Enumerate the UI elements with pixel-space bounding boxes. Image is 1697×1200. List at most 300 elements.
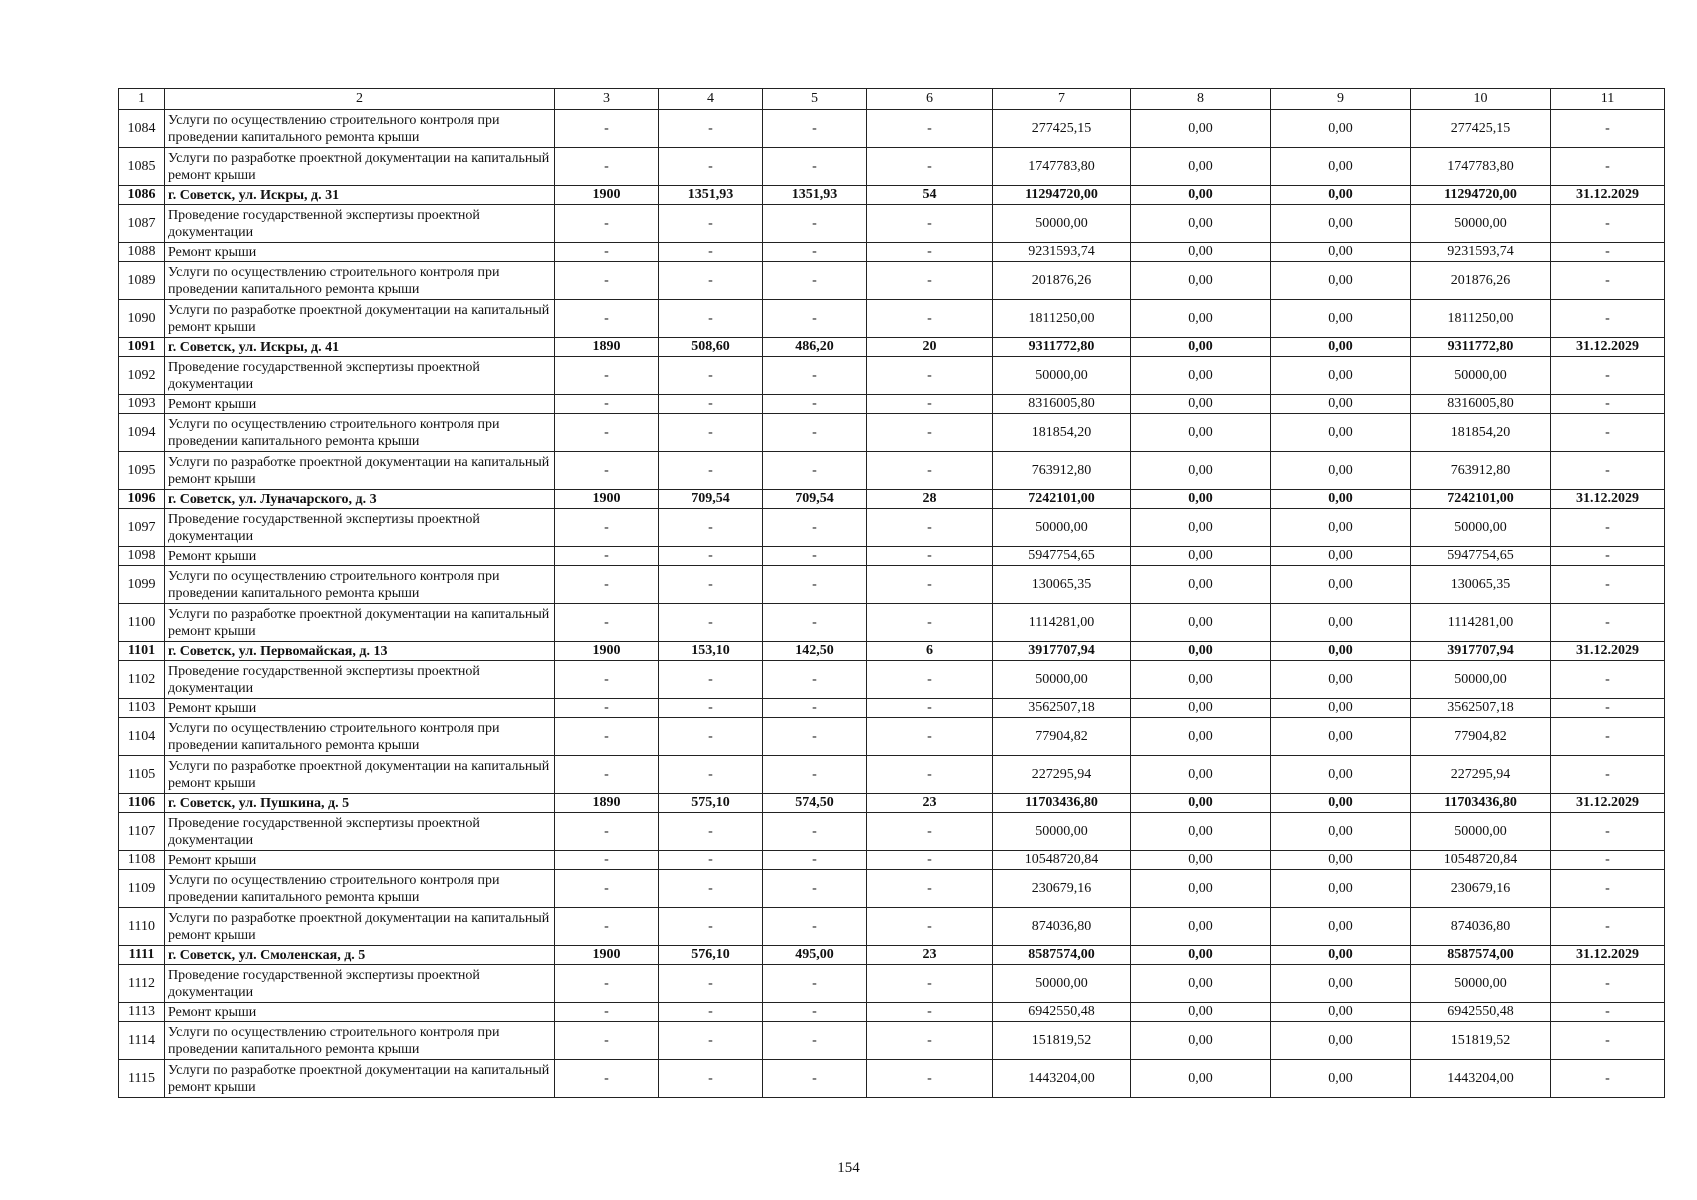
address-row <box>119 490 1665 509</box>
col9-cell: 0,00 <box>1271 300 1411 338</box>
col7-cell: 1114281,00 <box>993 604 1131 642</box>
col8-cell: 0,00 <box>1131 642 1271 661</box>
col10-cell: 277425,15 <box>1411 110 1551 148</box>
row-number-cell: 1086 <box>119 186 165 205</box>
col3-cell: - <box>555 148 659 186</box>
col8-cell: 0,00 <box>1131 1003 1271 1022</box>
col6-cell: - <box>867 262 993 300</box>
item-name-cell: Услуги по разработке проектной документации на капитальный ремонт крыши <box>165 148 555 186</box>
col6-cell: - <box>867 452 993 490</box>
col10-cell: 50000,00 <box>1411 205 1551 243</box>
table-row <box>119 243 1665 262</box>
col3-cell: 1900 <box>555 186 659 205</box>
col11-cell: - <box>1551 965 1665 1003</box>
col6-cell: - <box>867 300 993 338</box>
col9-cell: 0,00 <box>1271 148 1411 186</box>
col7-cell: 50000,00 <box>993 965 1131 1003</box>
col6-cell: - <box>867 661 993 699</box>
table-row <box>119 395 1665 414</box>
header-cell: 1 <box>119 89 165 110</box>
table-row <box>119 661 1665 699</box>
item-name-cell: Ремонт крыши <box>165 243 555 262</box>
table-row <box>119 1060 1665 1098</box>
col6-cell: - <box>867 965 993 1003</box>
col4-cell: - <box>659 148 763 186</box>
row-number-cell: 1098 <box>119 547 165 566</box>
col5-cell: - <box>763 756 867 794</box>
col8-cell: 0,00 <box>1131 851 1271 870</box>
row-number-cell: 1096 <box>119 490 165 509</box>
col6-cell: - <box>867 110 993 148</box>
col8-cell: 0,00 <box>1131 1060 1271 1098</box>
col9-cell: 0,00 <box>1271 243 1411 262</box>
col5-cell: - <box>763 566 867 604</box>
col3-cell: - <box>555 566 659 604</box>
col8-cell: 0,00 <box>1131 110 1271 148</box>
col10-cell: 1811250,00 <box>1411 300 1551 338</box>
col6-cell: - <box>867 1060 993 1098</box>
col4-cell: - <box>659 509 763 547</box>
address-row <box>119 946 1665 965</box>
col11-cell: - <box>1551 661 1665 699</box>
col8-cell: 0,00 <box>1131 547 1271 566</box>
col8-cell: 0,00 <box>1131 300 1271 338</box>
col3-cell: - <box>555 851 659 870</box>
col4-cell: - <box>659 395 763 414</box>
col10-cell: 763912,80 <box>1411 452 1551 490</box>
col10-cell: 874036,80 <box>1411 908 1551 946</box>
col4-cell: - <box>659 300 763 338</box>
col3-cell: - <box>555 414 659 452</box>
col5-cell: 486,20 <box>763 338 867 357</box>
row-number-cell: 1107 <box>119 813 165 851</box>
item-name-cell: г. Советск, ул. Первомайская, д. 13 <box>165 642 555 661</box>
col4-cell: - <box>659 699 763 718</box>
col11-cell: - <box>1551 813 1665 851</box>
col8-cell: 0,00 <box>1131 566 1271 604</box>
table-row <box>119 604 1665 642</box>
col6-cell: - <box>867 870 993 908</box>
col5-cell: - <box>763 452 867 490</box>
col11-cell: - <box>1551 395 1665 414</box>
table-row <box>119 452 1665 490</box>
col10-cell: 151819,52 <box>1411 1022 1551 1060</box>
col10-cell: 227295,94 <box>1411 756 1551 794</box>
col3-cell: - <box>555 699 659 718</box>
item-name-cell: Услуги по разработке проектной документации на капитальный ремонт крыши <box>165 300 555 338</box>
col10-cell: 5947754,65 <box>1411 547 1551 566</box>
col3-cell: - <box>555 870 659 908</box>
col10-cell: 201876,26 <box>1411 262 1551 300</box>
address-row <box>119 642 1665 661</box>
col6-cell: - <box>867 148 993 186</box>
table-row <box>119 414 1665 452</box>
col5-cell: - <box>763 699 867 718</box>
col9-cell: 0,00 <box>1271 414 1411 452</box>
col11-cell: 31.12.2029 <box>1551 794 1665 813</box>
col9-cell: 0,00 <box>1271 1022 1411 1060</box>
col8-cell: 0,00 <box>1131 338 1271 357</box>
col5-cell: - <box>763 509 867 547</box>
col3-cell: - <box>555 262 659 300</box>
row-number-cell: 1111 <box>119 946 165 965</box>
col5-cell: 574,50 <box>763 794 867 813</box>
col9-cell: 0,00 <box>1271 851 1411 870</box>
col6-cell: - <box>867 395 993 414</box>
col11-cell: - <box>1551 1060 1665 1098</box>
col5-cell: - <box>763 661 867 699</box>
col11-cell: - <box>1551 908 1665 946</box>
table-row <box>119 547 1665 566</box>
col6-cell: - <box>867 1022 993 1060</box>
col8-cell: 0,00 <box>1131 186 1271 205</box>
col11-cell: - <box>1551 870 1665 908</box>
col11-cell: - <box>1551 566 1665 604</box>
col8-cell: 0,00 <box>1131 205 1271 243</box>
col8-cell: 0,00 <box>1131 604 1271 642</box>
col10-cell: 50000,00 <box>1411 661 1551 699</box>
col11-cell: - <box>1551 148 1665 186</box>
col9-cell: 0,00 <box>1271 661 1411 699</box>
row-number-cell: 1103 <box>119 699 165 718</box>
col7-cell: 10548720,84 <box>993 851 1131 870</box>
col3-cell: - <box>555 1060 659 1098</box>
item-name-cell: Услуги по разработке проектной документации на капитальный ремонт крыши <box>165 604 555 642</box>
col6-cell: - <box>867 357 993 395</box>
col9-cell: 0,00 <box>1271 1060 1411 1098</box>
row-number-cell: 1108 <box>119 851 165 870</box>
item-name-cell: Услуги по разработке проектной документации на капитальный ремонт крыши <box>165 908 555 946</box>
col9-cell: 0,00 <box>1271 357 1411 395</box>
col11-cell: 31.12.2029 <box>1551 642 1665 661</box>
item-name-cell: Услуги по осуществлению строительного контроля при проведении капитального ремонта крыши <box>165 718 555 756</box>
col10-cell: 9311772,80 <box>1411 338 1551 357</box>
col3-cell: - <box>555 813 659 851</box>
col7-cell: 8587574,00 <box>993 946 1131 965</box>
col9-cell: 0,00 <box>1271 946 1411 965</box>
col4-cell: - <box>659 205 763 243</box>
col3-cell: 1890 <box>555 338 659 357</box>
header-cell: 8 <box>1131 89 1271 110</box>
header-cell: 10 <box>1411 89 1551 110</box>
item-name-cell: Проведение государственной экспертизы проектной документации <box>165 357 555 395</box>
row-number-cell: 1110 <box>119 908 165 946</box>
col4-cell: - <box>659 1022 763 1060</box>
row-number-cell: 1094 <box>119 414 165 452</box>
table-row <box>119 813 1665 851</box>
row-number-cell: 1112 <box>119 965 165 1003</box>
col7-cell: 77904,82 <box>993 718 1131 756</box>
table-row <box>119 870 1665 908</box>
col11-cell: 31.12.2029 <box>1551 490 1665 509</box>
col6-cell: - <box>867 566 993 604</box>
col8-cell: 0,00 <box>1131 509 1271 547</box>
col11-cell: - <box>1551 262 1665 300</box>
col7-cell: 8316005,80 <box>993 395 1131 414</box>
table-row <box>119 851 1665 870</box>
col7-cell: 1747783,80 <box>993 148 1131 186</box>
col7-cell: 50000,00 <box>993 357 1131 395</box>
col7-cell: 227295,94 <box>993 756 1131 794</box>
item-name-cell: Проведение государственной экспертизы проектной документации <box>165 661 555 699</box>
col6-cell: - <box>867 509 993 547</box>
table-row <box>119 756 1665 794</box>
col3-cell: 1900 <box>555 946 659 965</box>
col10-cell: 230679,16 <box>1411 870 1551 908</box>
row-number-cell: 1093 <box>119 395 165 414</box>
col4-cell: - <box>659 851 763 870</box>
col9-cell: 0,00 <box>1271 908 1411 946</box>
col9-cell: 0,00 <box>1271 756 1411 794</box>
col11-cell: - <box>1551 547 1665 566</box>
table-row <box>119 908 1665 946</box>
col3-cell: 1890 <box>555 794 659 813</box>
col6-cell: - <box>867 813 993 851</box>
col6-cell: 6 <box>867 642 993 661</box>
col11-cell: 31.12.2029 <box>1551 946 1665 965</box>
col8-cell: 0,00 <box>1131 908 1271 946</box>
col11-cell: - <box>1551 452 1665 490</box>
row-number-cell: 1114 <box>119 1022 165 1060</box>
col8-cell: 0,00 <box>1131 414 1271 452</box>
col5-cell: - <box>763 1060 867 1098</box>
col6-cell: - <box>867 851 993 870</box>
col8-cell: 0,00 <box>1131 661 1271 699</box>
row-number-cell: 1102 <box>119 661 165 699</box>
col3-cell: - <box>555 718 659 756</box>
row-number-cell: 1092 <box>119 357 165 395</box>
col6-cell: - <box>867 205 993 243</box>
col5-cell: - <box>763 908 867 946</box>
col3-cell: - <box>555 357 659 395</box>
col8-cell: 0,00 <box>1131 870 1271 908</box>
row-number-cell: 1091 <box>119 338 165 357</box>
col6-cell: - <box>867 699 993 718</box>
header-cell: 7 <box>993 89 1131 110</box>
col8-cell: 0,00 <box>1131 395 1271 414</box>
col4-cell: - <box>659 452 763 490</box>
col10-cell: 9231593,74 <box>1411 243 1551 262</box>
item-name-cell: Услуги по разработке проектной документации на капитальный ремонт крыши <box>165 756 555 794</box>
col11-cell: - <box>1551 718 1665 756</box>
row-number-cell: 1099 <box>119 566 165 604</box>
row-number-cell: 1085 <box>119 148 165 186</box>
col9-cell: 0,00 <box>1271 338 1411 357</box>
col7-cell: 9311772,80 <box>993 338 1131 357</box>
col10-cell: 1443204,00 <box>1411 1060 1551 1098</box>
col9-cell: 0,00 <box>1271 794 1411 813</box>
table-row <box>119 699 1665 718</box>
col5-cell: - <box>763 414 867 452</box>
col5-cell: 142,50 <box>763 642 867 661</box>
col7-cell: 763912,80 <box>993 452 1131 490</box>
col9-cell: 0,00 <box>1271 452 1411 490</box>
col9-cell: 0,00 <box>1271 699 1411 718</box>
col3-cell: - <box>555 604 659 642</box>
col11-cell: - <box>1551 110 1665 148</box>
table-row <box>119 509 1665 547</box>
row-number-cell: 1100 <box>119 604 165 642</box>
col10-cell: 10548720,84 <box>1411 851 1551 870</box>
item-name-cell: Проведение государственной экспертизы проектной документации <box>165 205 555 243</box>
item-name-cell: Ремонт крыши <box>165 1003 555 1022</box>
col6-cell: 20 <box>867 338 993 357</box>
item-name-cell: Проведение государственной экспертизы проектной документации <box>165 509 555 547</box>
item-name-cell: Ремонт крыши <box>165 851 555 870</box>
col8-cell: 0,00 <box>1131 357 1271 395</box>
col9-cell: 0,00 <box>1271 642 1411 661</box>
col4-cell: - <box>659 243 763 262</box>
col4-cell: - <box>659 870 763 908</box>
col9-cell: 0,00 <box>1271 547 1411 566</box>
col5-cell: - <box>763 851 867 870</box>
col4-cell: 508,60 <box>659 338 763 357</box>
item-name-cell: г. Советск, ул. Пушкина, д. 5 <box>165 794 555 813</box>
col11-cell: - <box>1551 300 1665 338</box>
col7-cell: 50000,00 <box>993 661 1131 699</box>
col8-cell: 0,00 <box>1131 794 1271 813</box>
col11-cell: 31.12.2029 <box>1551 338 1665 357</box>
col8-cell: 0,00 <box>1131 490 1271 509</box>
col6-cell: - <box>867 718 993 756</box>
page-number: 154 <box>837 1160 860 1176</box>
col9-cell: 0,00 <box>1271 490 1411 509</box>
row-number-cell: 1105 <box>119 756 165 794</box>
col7-cell: 874036,80 <box>993 908 1131 946</box>
col8-cell: 0,00 <box>1131 718 1271 756</box>
col7-cell: 7242101,00 <box>993 490 1131 509</box>
col4-cell: - <box>659 604 763 642</box>
col11-cell: - <box>1551 604 1665 642</box>
col3-cell: - <box>555 1003 659 1022</box>
col7-cell: 5947754,65 <box>993 547 1131 566</box>
row-number-cell: 1084 <box>119 110 165 148</box>
item-name-cell: Услуги по осуществлению строительного контроля при проведении капитального ремонта крыши <box>165 566 555 604</box>
row-number-cell: 1097 <box>119 509 165 547</box>
col11-cell: - <box>1551 357 1665 395</box>
col3-cell: - <box>555 243 659 262</box>
col5-cell: 495,00 <box>763 946 867 965</box>
col10-cell: 6942550,48 <box>1411 1003 1551 1022</box>
col7-cell: 277425,15 <box>993 110 1131 148</box>
col8-cell: 0,00 <box>1131 813 1271 851</box>
header-cell: 2 <box>165 89 555 110</box>
col4-cell: - <box>659 661 763 699</box>
item-name-cell: г. Советск, ул. Смоленская, д. 5 <box>165 946 555 965</box>
address-row <box>119 186 1665 205</box>
col4-cell: 576,10 <box>659 946 763 965</box>
col7-cell: 9231593,74 <box>993 243 1131 262</box>
item-name-cell: Услуги по осуществлению строительного контроля при проведении капитального ремонта крыши <box>165 414 555 452</box>
col5-cell: - <box>763 1003 867 1022</box>
col11-cell: - <box>1551 1003 1665 1022</box>
col10-cell: 7242101,00 <box>1411 490 1551 509</box>
col5-cell: - <box>763 1022 867 1060</box>
col6-cell: 23 <box>867 794 993 813</box>
col5-cell: - <box>763 262 867 300</box>
col4-cell: - <box>659 262 763 300</box>
col9-cell: 0,00 <box>1271 566 1411 604</box>
col10-cell: 8316005,80 <box>1411 395 1551 414</box>
col4-cell: 1351,93 <box>659 186 763 205</box>
col8-cell: 0,00 <box>1131 756 1271 794</box>
item-name-cell: Проведение государственной экспертизы проектной документации <box>165 813 555 851</box>
col11-cell: - <box>1551 509 1665 547</box>
col7-cell: 1443204,00 <box>993 1060 1131 1098</box>
registry-table <box>118 88 1665 1098</box>
col9-cell: 0,00 <box>1271 965 1411 1003</box>
address-row <box>119 794 1665 813</box>
col6-cell: - <box>867 1003 993 1022</box>
col9-cell: 0,00 <box>1271 870 1411 908</box>
table-row <box>119 566 1665 604</box>
col4-cell: - <box>659 566 763 604</box>
col6-cell: - <box>867 908 993 946</box>
header-cell: 11 <box>1551 89 1665 110</box>
header-cell: 9 <box>1271 89 1411 110</box>
table-row <box>119 1003 1665 1022</box>
col5-cell: - <box>763 243 867 262</box>
table-row <box>119 148 1665 186</box>
col11-cell: - <box>1551 756 1665 794</box>
col6-cell: - <box>867 604 993 642</box>
col9-cell: 0,00 <box>1271 718 1411 756</box>
col5-cell: - <box>763 148 867 186</box>
table-row <box>119 718 1665 756</box>
col8-cell: 0,00 <box>1131 699 1271 718</box>
col5-cell: - <box>763 965 867 1003</box>
col9-cell: 0,00 <box>1271 186 1411 205</box>
item-name-cell: г. Советск, ул. Луначарского, д. 3 <box>165 490 555 509</box>
item-name-cell: г. Советск, ул. Искры, д. 31 <box>165 186 555 205</box>
col7-cell: 151819,52 <box>993 1022 1131 1060</box>
col4-cell: - <box>659 357 763 395</box>
col5-cell: - <box>763 205 867 243</box>
col4-cell: - <box>659 110 763 148</box>
col3-cell: - <box>555 756 659 794</box>
header-cell: 6 <box>867 89 993 110</box>
col3-cell: 1900 <box>555 642 659 661</box>
col7-cell: 50000,00 <box>993 205 1131 243</box>
col8-cell: 0,00 <box>1131 965 1271 1003</box>
item-name-cell: Услуги по осуществлению строительного контроля при проведении капитального ремонта крыши <box>165 870 555 908</box>
col7-cell: 50000,00 <box>993 509 1131 547</box>
col8-cell: 0,00 <box>1131 452 1271 490</box>
item-name-cell: Ремонт крыши <box>165 395 555 414</box>
col11-cell: - <box>1551 243 1665 262</box>
col5-cell: - <box>763 813 867 851</box>
col6-cell: - <box>867 756 993 794</box>
col3-cell: - <box>555 452 659 490</box>
col6-cell: 54 <box>867 186 993 205</box>
col7-cell: 181854,20 <box>993 414 1131 452</box>
col3-cell: 1900 <box>555 490 659 509</box>
col7-cell: 230679,16 <box>993 870 1131 908</box>
col3-cell: - <box>555 110 659 148</box>
column-number-header <box>119 89 1665 110</box>
col7-cell: 3917707,94 <box>993 642 1131 661</box>
row-number-cell: 1101 <box>119 642 165 661</box>
col5-cell: 1351,93 <box>763 186 867 205</box>
col5-cell: - <box>763 110 867 148</box>
col4-cell: - <box>659 547 763 566</box>
col10-cell: 50000,00 <box>1411 509 1551 547</box>
col9-cell: 0,00 <box>1271 1003 1411 1022</box>
col9-cell: 0,00 <box>1271 395 1411 414</box>
col4-cell: - <box>659 718 763 756</box>
col4-cell: - <box>659 965 763 1003</box>
col9-cell: 0,00 <box>1271 604 1411 642</box>
